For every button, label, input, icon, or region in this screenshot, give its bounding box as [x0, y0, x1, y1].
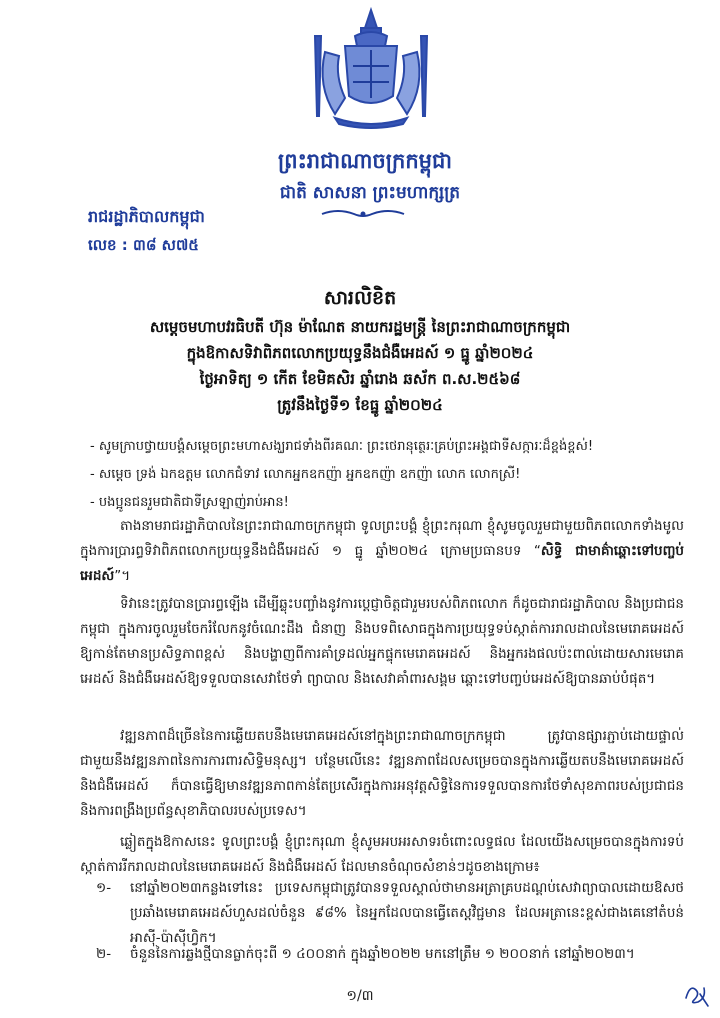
- paragraph-text: វឌ្ឍនភាពដ៏ច្រើននៃការឆ្លើយតបនឹងមេរោគអេដស៍នៅក្នុងព្រះរាជាណាចក្រកម្ពុជា ត្រូវបានផ្សារភ្ជាប់ដោយផ្ទាល់ជាមួយនឹងវឌ្ឍនភាពនៃការការពារសិទ្ធិមនុស្ស។ បន្ថែមលើនេះ វឌ្ឍនភាពដែលសម្រេចបានក្នុងការឆ្លើយតបនឹងមេរោគអេដស៍ និងជំងឺអេដស៍ ក៏បានធ្វើឱ្យមានវឌ្ឍនភាពកាន់តែប្រសើរក្នុងការអនុវត្តសិទ្ធិនៃការទទួលបានការថែទាំសុខភាពរបស់ប្រជាជន និងការពង្រឹងប្រព័ន្ធសុខាភិបាលរបស់ប្រទេស។: [80, 728, 684, 819]
- subtitle-line: ក្នុងឱកាសទិវាពិភពលោកប្រយុទ្ធនឹងជំងឺអេដស៍ ១ ធ្នូ ឆ្នាំ២០២៤: [186, 344, 534, 362]
- ornament-divider-icon: [318, 208, 408, 220]
- national-motto: ជាតិ សាសនា ព្រះមហាក្សត្រ: [279, 183, 461, 203]
- subtitle-line: ថ្ងៃអាទិត្យ ១ កើត ខែមិគសិរ ឆ្នាំរោង ឆស័ក ព.ស.២៥៦៨: [199, 370, 521, 388]
- theme-quote: សិទ្ធិ ជាមាគ៌ាឆ្ពោះទៅបញ្ចប់អេដស៍: [80, 543, 685, 584]
- item-number: ២-: [96, 946, 112, 962]
- issuing-government: រាជរដ្ឋាភិបាលកម្ពុជា: [88, 207, 205, 226]
- paragraph-text: ទិវានេះត្រូវបានប្រារព្ធឡើង ដើម្បីឆ្លុះបញ្ចាំងនូវការប្តេជ្ញាចិត្តជារួមរបស់ពិភពលោក ក៏ដូចជារាជរដ្ឋាភិបាល និងប្រជាជនកម្ពុជា ក្នុងការចូលរួមចែករំលែកនូវចំណេះដឹង ជំនាញ និងបទពិសោធក្នុងការប្រយុទ្ធទប់ស្កាត់ការរាលដាលនៃមេរោគអេដស៍ ឱ្យកាន់តែមានប្រសិទ្ធភាពខ្ពស់ និងបង្ហាញពីការគាំទ្រដល់អ្នកផ្ទុកមេរោគអេដស៍ និងអ្នករងផលប៉ះពាល់ដោយសារមេរោគអេដស៍ និងជំងឺអេដស៍ឱ្យទទួលបានសេវាថែទាំ ព្យាបាល និងសេវាគាំពារសង្គម ឆ្ពោះទៅបញ្ចប់អេដស៍ឱ្យបានឆាប់បំផុត។: [80, 596, 684, 687]
- kingdom-title: ព្រះរាជាណាចក្រកម្ពុជា: [277, 149, 452, 173]
- greetings-list: [90, 434, 670, 518]
- numbered-item: [96, 942, 684, 968]
- paragraph-text: ឆ្លៀតក្នុងឱកាសនេះ ទូលព្រះបង្គំ ខ្ញុំព្រះករុណា ខ្ញុំសូមអបអរសាទរចំពោះលទ្ធផល ដែលយើងសម្រេចបានក្នុងការទប់ស្កាត់ការរីករាលដាលនៃមេរោគអេដស៍ និងជំងឺអេដស៍ ដែលមានចំណុចសំខាន់ៗដូចខាងក្រោម៖: [80, 834, 684, 875]
- item-number: ១-: [96, 880, 112, 896]
- item-text: នៅឆ្នាំ២០២៣កន្លងទៅនេះ ប្រទេសកម្ពុជាត្រូវបានទទួលស្គាល់ថាមានអត្រាគ្របដណ្តប់សេវាព្យាបាលដោយឱសថប្រឆាំងមេរោគអេដស៍ហួសដល់ចំនួន ៩៨% នៃអ្នកដែលបានធ្វើតេស្តវិជ្ជមាន ដែលអត្រានេះខ្ពស់ជាងគេនៅតំបន់អាស៊ី-ប៉ាស៊ីហ្វិក។: [130, 880, 684, 946]
- paragraph-text: ”។: [114, 568, 131, 584]
- greeting-line: - សម្តេច ទ្រង់ ឯកឧត្តម លោកជំទាវ លោកអ្នកឧកញ៉ា អ្នកឧកញ៉ា ឧកញ៉ា លោក លោកស្រី!: [90, 467, 521, 482]
- page-number: ១/៣: [346, 988, 374, 1004]
- body-paragraph: [80, 724, 684, 826]
- reference-number: លេខ : ៣៨ ស៧៥: [88, 236, 199, 254]
- subtitle-line: សម្តេចមហាបវរធិបតី ហ៊ុន ម៉ាណែត នាយករដ្ឋមន្ត្រី នៃព្រះរាជាណាចក្រកម្ពុជា: [149, 318, 571, 336]
- body-paragraph: [80, 830, 684, 882]
- body-paragraph: [80, 592, 684, 718]
- document-title: សារលិខិត: [323, 287, 397, 309]
- item-text: ចំនួននៃការឆ្លងថ្មីបានធ្លាក់ចុះពី ១ ៤០០នាក់ ក្នុងឆ្នាំ២០២២ មកនៅត្រឹម ១ ២០០នាក់ នៅឆ្នាំ២០២៣។: [130, 946, 635, 962]
- royal-emblem-icon: [305, 6, 437, 132]
- subtitle-line: ត្រូវនឹងថ្ងៃទី១ ខែធ្នូ ឆ្នាំ២០២៤: [277, 396, 443, 414]
- paragraph-text: តាងនាមរាជរដ្ឋាភិបាលនៃព្រះរាជាណាចក្រកម្ពុជា ទូលព្រះបង្គំ ខ្ញុំព្រះករុណា ខ្ញុំសូមចូលរួមជាមួយពិភពលោកទាំងមូល ក្នុងការប្រារព្ធទិវាពិភពលោកប្រយុទ្ធនឹងជំងឺអេដស៍ ១ ធ្នូ ឆ្នាំ២០២៤ ក្រោមប្រធានបទ “: [80, 518, 684, 559]
- body-paragraph: [80, 514, 685, 584]
- greeting-line: - បងប្អូនជនរួមជាតិជាទីស្រឡាញ់រាប់អាន!: [90, 495, 289, 510]
- greeting-line: - សូមក្រាបថ្វាយបង្គំសម្តេចព្រះមហាសង្ឃរាជទាំងពីរគណៈ ព្រះថេរានុត្ថេរៈគ្រប់ព្រះអង្គជាទីសក្ការៈដ៏ខ្ពង់ខ្ពស់!: [90, 439, 594, 454]
- signature-initial-icon: [680, 980, 712, 1008]
